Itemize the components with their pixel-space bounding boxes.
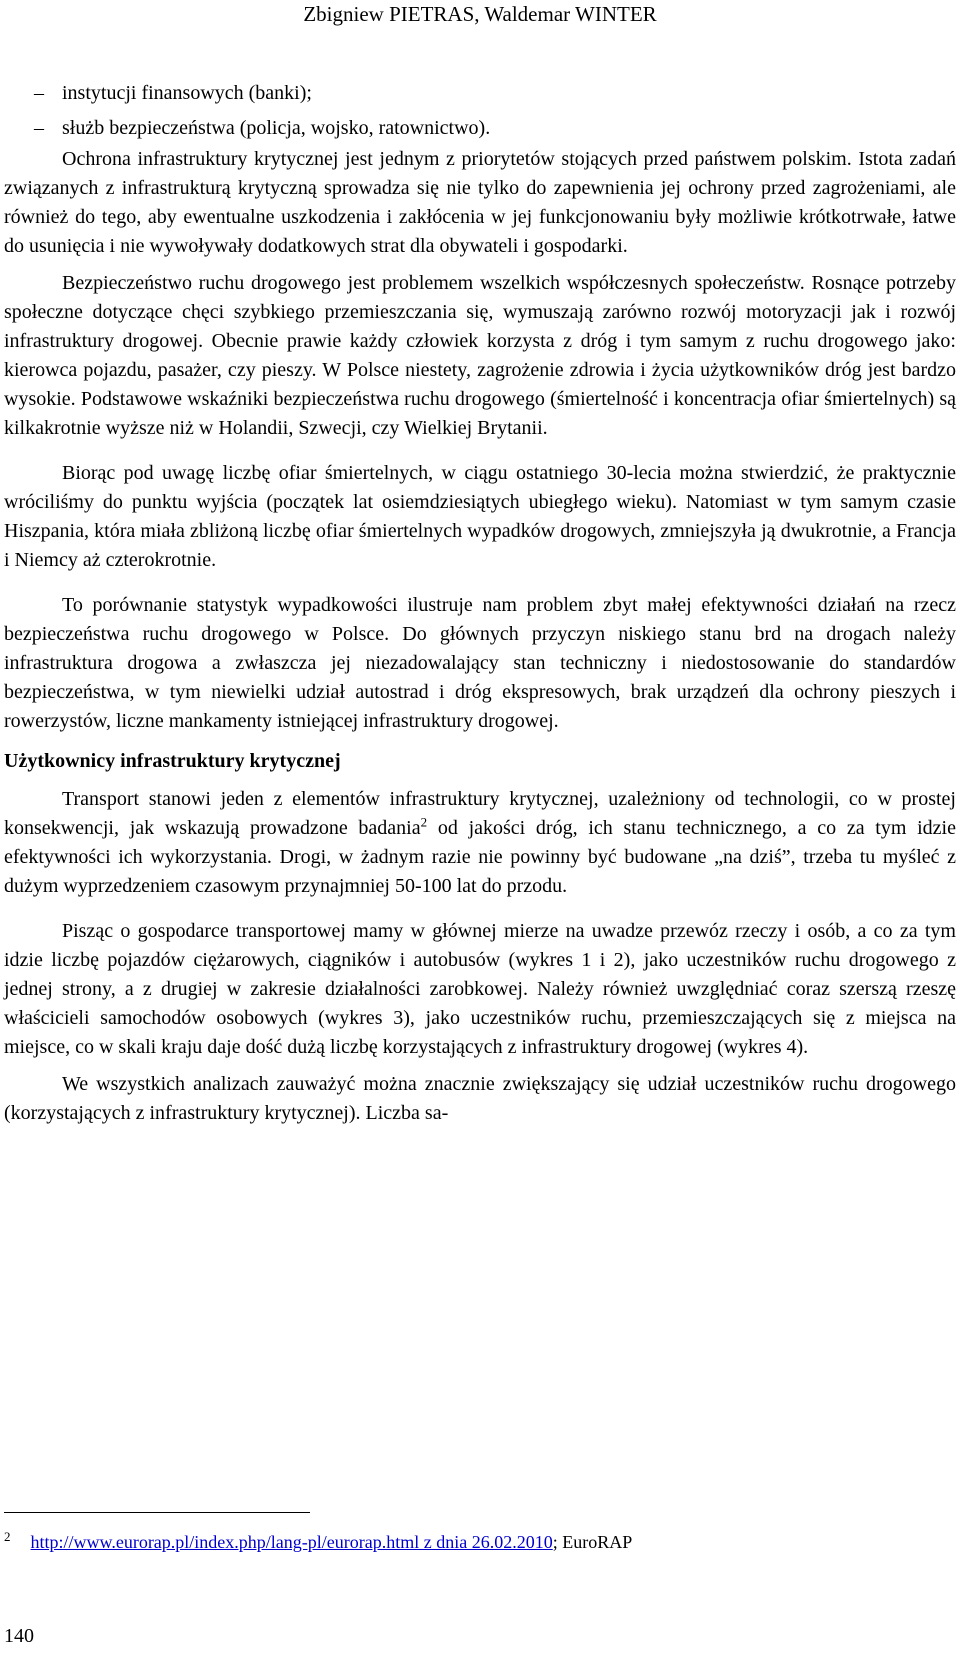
paragraph: Biorąc pod uwagę liczbę ofiar śmiertelnych, w ciągu ostatniego 30-lecia można stwierdzić, że praktycznie wróciliśmy do punktu wyjścia (początek lat osiemdziesiątych ubiegłego wieku). Natomiast w tym samym czasie Hiszpania, która miała zbliżoną liczbę ofiar śmiertelnych wypadków drogowych, zmniejszyła ją dwukrotnie, a Francja i Niemcy aż czterokrotnie.: [4, 462, 956, 571]
footnote-link[interactable]: http://www.eurorap.pl/index.php/lang-pl/eurorap.html z dnia 26.02.2010: [30, 1532, 553, 1552]
footnote-suffix: ; EuroRAP: [552, 1532, 633, 1552]
list-item-text: służb bezpieczeństwa (policja, wojsko, ratownictwo).: [62, 117, 491, 139]
paragraph-text: od jakości dróg, ich stanu technicznego, a co za tym idzie efektywności ich wykorzystania. Drogi, w żadnym razie nie powinny być budowane „na dziś”, trzeba tu myśleć z dużym wyprzedzeniem czasowym przynajmniej 50-100 lat do przodu.: [4, 817, 956, 897]
running-header: Zbigniew PIETRAS, Waldemar WINTER: [303, 2, 657, 26]
paragraph: [4, 785, 956, 901]
footnote-reference: 2: [420, 814, 428, 830]
paragraph-text: Transport stanowi jeden z elementów infrastruktury krytycznej, uzależniony od technologii, co w prostej konsekwencji, jak wskazują prowadzone badania: [4, 788, 956, 839]
footnote-mark: 2: [4, 1529, 11, 1544]
footnote-separator: [4, 1512, 310, 1513]
list-item-text: instytucji finansowych (banki);: [62, 82, 312, 104]
page-content: [4, 79, 956, 1128]
paragraph: Pisząc o gospodarce transportowej mamy w głównej mierze na uwadze przewóz rzeczy i osób, a co za tym idzie liczbę pojazdów ciężarowych, ciągników i autobusów (wykres 1 i 2), jako uczestników ruchu drogowego z jednej strony, a z drugiej w zakresie działalności zarobkowej. Należy również uwzględniać coraz szerszą rzeszę właścicieli samochodów osobowych (wykres 3), jako uczestników ruchu, przemieszczających się z miejsca na miejsce, co w skali kraju daje dość dużą liczbę korzystających z infrastruktury drogowej (wykres 4).: [4, 920, 956, 1058]
paragraph: We wszystkich analizach zauważyć można znacznie zwiększający się udział uczestników ruchu drogowego (korzystających z infrastruktury krytycznej). Liczba sa-: [4, 1073, 956, 1124]
bullet-dash: –: [34, 82, 44, 104]
section-heading: Użytkownicy infrastruktury krytycznej: [4, 750, 341, 772]
bullet-dash: –: [34, 117, 44, 139]
page-number: 140: [4, 1625, 34, 1647]
footnote: [4, 1523, 632, 1556]
list-item: [4, 79, 956, 108]
paragraph: Bezpieczeństwo ruchu drogowego jest problemem wszelkich współczesnych społeczeństw. Rosnące potrzeby społeczne dotyczące chęci szybkiego przemieszczania się, wymuszają zarówno rozwój motoryzacji jak i rozwój infrastruktury drogowej. Obecnie prawie każdy człowiek korzysta z dróg i tym samym z ruchu drogowego jako: kierowca pojazdu, pasażer, czy pieszy. W Polsce niestety, zagrożenie zdrowia i życia użytkowników dróg jest bardzo wysokie. Podstawowe wskaźniki bezpieczeństwa ruchu drogowego (śmiertelność i koncentracja ofiar śmiertelnych) są kilkakrotnie wyższe niż w Holandii, Szwecji, czy Wielkiej Brytanii.: [4, 272, 956, 439]
list-item: [4, 114, 956, 143]
paragraph: To porównanie statystyk wypadkowości ilustruje nam problem zbyt małej efektywności działań na rzecz bezpieczeństwa ruchu drogowego w Polsce. Do głównych przyczyn niskiego stanu brd na drogach należy infrastruktura drogowa a zwłaszcza jej niezadowalający stan techniczny i niedostosowanie do standardów bezpieczeństwa, w tym niewielki udział autostrad i dróg ekspresowych, brak urządzeń dla ochrony pieszych i rowerzystów, liczne mankamenty istniejącej infrastruktury drogowej.: [4, 594, 956, 732]
paragraph: Ochrona infrastruktury krytycznej jest jednym z priorytetów stojących przed państwem polskim. Istota zadań związanych z infrastrukturą krytyczną sprowadza się nie tylko do zapewnienia jej ochrony przed zagrożeniami, ale również do tego, aby ewentualne uszkodzenia i zakłócenia w jej funkcjonowaniu były możliwie krótkotrwałe, łatwe do usunięcia i nie wywoływały dodatkowych strat dla obywateli i gospodarki.: [4, 148, 956, 257]
